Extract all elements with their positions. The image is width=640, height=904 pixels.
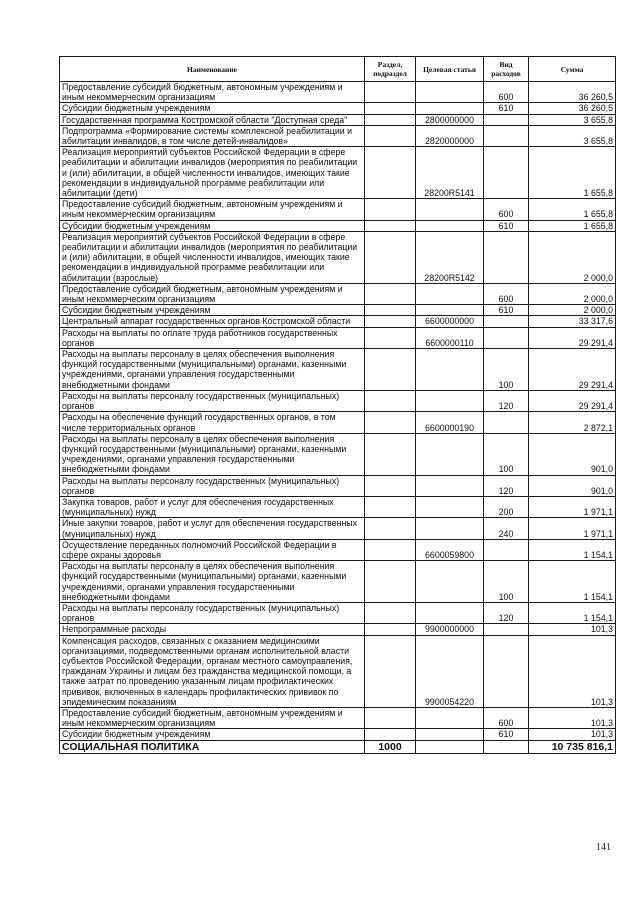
type-cell: 600 xyxy=(484,707,529,728)
table-body xyxy=(60,82,616,754)
budget-table xyxy=(59,56,616,754)
table-header-row xyxy=(60,57,616,82)
name-cell: Расходы на выплаты персоналу государственных (муниципальных) органов xyxy=(60,390,365,411)
target-cell: 28200R5142 xyxy=(416,231,484,283)
name-cell: Непрограммные расходы xyxy=(60,624,365,635)
header-section: Раздел, подраздел xyxy=(365,57,416,82)
sum-cell: 10 735 816,1 xyxy=(529,740,616,753)
sum-cell: 1 154,1 xyxy=(529,602,616,623)
sum-cell: 2 872,1 xyxy=(529,412,616,433)
section-cell xyxy=(365,496,416,517)
section-cell xyxy=(365,729,416,740)
target-cell xyxy=(416,729,484,740)
target-cell: 9900000000 xyxy=(416,624,484,635)
table-row xyxy=(60,624,616,635)
sum-cell: 1 971,1 xyxy=(529,496,616,517)
target-cell: 9900054220 xyxy=(416,635,484,707)
name-cell: Центральный аппарат государственных органов Костромской области xyxy=(60,316,365,327)
type-cell: 120 xyxy=(484,475,529,496)
section-cell xyxy=(365,635,416,707)
section-cell xyxy=(365,114,416,125)
type-cell xyxy=(484,125,529,146)
name-cell: Субсидии бюджетным учреждениям xyxy=(60,729,365,740)
name-cell: Расходы на выплаты персоналу в целях обеспечения выполнения функций государственными (муниципальными) органами, казенными учреждениями, органами управления государственными внебюджетными фондами xyxy=(60,561,365,603)
sum-cell: 101,3 xyxy=(529,729,616,740)
table-row xyxy=(60,412,616,433)
type-cell: 240 xyxy=(484,518,529,539)
target-cell xyxy=(416,433,484,475)
type-cell: 100 xyxy=(484,433,529,475)
sum-cell: 29 291,4 xyxy=(529,390,616,411)
sum-cell: 3 655,8 xyxy=(529,114,616,125)
sum-cell: 2 000,0 xyxy=(529,283,616,304)
type-cell xyxy=(484,231,529,283)
name-cell: Реализация мероприятий субъектов Российской Федерации в сфере реабилитации и абилитации инвалидов (мероприятия по реабилитации и (или) абилитации, в общей численности инвалидов, имеющих такие рекомендации в индивидуальной программе реабилитации или абилитации (дети) xyxy=(60,147,365,199)
type-cell: 610 xyxy=(484,220,529,231)
section-cell xyxy=(365,316,416,327)
table-row xyxy=(60,561,616,603)
target-cell xyxy=(416,199,484,220)
target-cell xyxy=(416,602,484,623)
sum-cell: 36 260,5 xyxy=(529,82,616,103)
table-row xyxy=(60,125,616,146)
type-cell: 120 xyxy=(484,390,529,411)
table-row xyxy=(60,231,616,283)
table-row xyxy=(60,316,616,327)
section-cell xyxy=(365,220,416,231)
target-cell xyxy=(416,82,484,103)
table-row xyxy=(60,729,616,740)
table-row xyxy=(60,518,616,539)
section-cell xyxy=(365,412,416,433)
sum-cell: 3 655,8 xyxy=(529,125,616,146)
sum-cell: 901,0 xyxy=(529,433,616,475)
target-cell xyxy=(416,220,484,231)
name-cell: Расходы на выплаты по оплате труда работников государственных органов xyxy=(60,327,365,348)
section-cell xyxy=(365,561,416,603)
target-cell xyxy=(416,390,484,411)
section-cell xyxy=(365,539,416,560)
name-cell: Предоставление субсидий бюджетным, автономным учреждениям и иным некоммерческим организациям xyxy=(60,199,365,220)
table-row xyxy=(60,220,616,231)
target-cell: 6600000190 xyxy=(416,412,484,433)
sum-cell: 29 291,4 xyxy=(529,327,616,348)
type-cell: 100 xyxy=(484,561,529,603)
header-target: Целевая статья xyxy=(416,57,484,82)
sum-cell: 101,3 xyxy=(529,707,616,728)
table-row xyxy=(60,349,616,391)
name-cell: Осуществление переданных полномочий Российской Федерации в сфере охраны здоровья xyxy=(60,539,365,560)
target-cell xyxy=(416,305,484,316)
section-cell xyxy=(365,518,416,539)
table-row xyxy=(60,390,616,411)
page-number: 141 xyxy=(596,842,611,853)
name-cell: Расходы на выплаты персоналу в целях обеспечения выполнения функций государственными (муниципальными) органами, казенными учреждениями, органами управления государственными внебюджетными фондами xyxy=(60,433,365,475)
table-row xyxy=(60,199,616,220)
type-cell: 100 xyxy=(484,349,529,391)
table-row xyxy=(60,82,616,103)
type-cell: 600 xyxy=(484,283,529,304)
type-cell: 600 xyxy=(484,199,529,220)
name-cell: Расходы на обеспечение функций государственных органов, в том числе территориальных органов xyxy=(60,412,365,433)
sum-cell: 2 000,0 xyxy=(529,231,616,283)
name-cell: Расходы на выплаты персоналу государственных (муниципальных) органов xyxy=(60,475,365,496)
type-cell: 200 xyxy=(484,496,529,517)
target-cell xyxy=(416,349,484,391)
section-cell xyxy=(365,283,416,304)
section-cell xyxy=(365,82,416,103)
section-cell xyxy=(365,231,416,283)
sum-cell: 33 317,6 xyxy=(529,316,616,327)
sum-cell: 1 655,8 xyxy=(529,199,616,220)
name-cell: Расходы на выплаты персоналу в целях обеспечения выполнения функций государственными (муниципальными) органами, казенными учреждениями, органами управления государственными внебюджетными фондами xyxy=(60,349,365,391)
type-cell xyxy=(484,412,529,433)
type-cell: 610 xyxy=(484,305,529,316)
section-cell xyxy=(365,103,416,114)
name-cell: Государственная программа Костромской области "Доступная среда" xyxy=(60,114,365,125)
sum-cell: 36 260,5 xyxy=(529,103,616,114)
table-row xyxy=(60,496,616,517)
header-name: Наименование xyxy=(60,57,365,82)
target-cell xyxy=(416,283,484,304)
target-cell xyxy=(416,475,484,496)
sum-cell: 1 971,1 xyxy=(529,518,616,539)
type-cell xyxy=(484,316,529,327)
section-cell: 1000 xyxy=(365,740,416,753)
sum-cell: 101,3 xyxy=(529,635,616,707)
target-cell: 2820000000 xyxy=(416,125,484,146)
name-cell: Иные закупки товаров, работ и услуг для обеспечения государственных (муниципальных) нужд xyxy=(60,518,365,539)
sum-cell: 1 655,8 xyxy=(529,147,616,199)
section-cell xyxy=(365,349,416,391)
type-cell: 600 xyxy=(484,82,529,103)
sum-cell: 29 291,4 xyxy=(529,349,616,391)
type-cell: 610 xyxy=(484,729,529,740)
type-cell xyxy=(484,624,529,635)
section-cell xyxy=(365,125,416,146)
section-cell xyxy=(365,624,416,635)
table-row xyxy=(60,283,616,304)
section-cell xyxy=(365,602,416,623)
sum-cell: 1 655,8 xyxy=(529,220,616,231)
table-row xyxy=(60,539,616,560)
name-cell: Компенсация расходов, связанных с оказанием медицинскими организациями, подведомственными органам исполнительной власти субъектов Российской Федерации, органам местного самоуправления, гражданам Украины и лицам без гражданства медицинской помощи, а также затрат по проведению указанным лицам профилактических прививок, включенных в календарь профилактических прививок по эпидемическим показаниям xyxy=(60,635,365,707)
name-cell: Предоставление субсидий бюджетным, автономным учреждениям и иным некоммерческим организациям xyxy=(60,82,365,103)
section-cell xyxy=(365,390,416,411)
header-type: Вид расходов xyxy=(484,57,529,82)
budget-document xyxy=(59,56,615,754)
section-cell xyxy=(365,707,416,728)
name-cell: Субсидии бюджетным учреждениям xyxy=(60,220,365,231)
table-row xyxy=(60,327,616,348)
name-cell: Субсидии бюджетным учреждениям xyxy=(60,305,365,316)
type-cell xyxy=(484,327,529,348)
type-cell xyxy=(484,147,529,199)
target-cell: 6600000110 xyxy=(416,327,484,348)
target-cell: 6600059800 xyxy=(416,539,484,560)
type-cell: 120 xyxy=(484,602,529,623)
table-row xyxy=(60,147,616,199)
target-cell xyxy=(416,103,484,114)
sum-cell: 901,0 xyxy=(529,475,616,496)
section-cell xyxy=(365,433,416,475)
name-cell: Предоставление субсидий бюджетным, автономным учреждениям и иным некоммерческим организациям xyxy=(60,707,365,728)
table-row xyxy=(60,602,616,623)
type-cell xyxy=(484,539,529,560)
section-cell xyxy=(365,475,416,496)
name-cell: Субсидии бюджетным учреждениям xyxy=(60,103,365,114)
sum-cell: 1 154,1 xyxy=(529,561,616,603)
section-cell xyxy=(365,147,416,199)
target-cell xyxy=(416,496,484,517)
name-cell: Расходы на выплаты персоналу государственных (муниципальных) органов xyxy=(60,602,365,623)
section-cell xyxy=(365,327,416,348)
target-cell xyxy=(416,707,484,728)
type-cell xyxy=(484,635,529,707)
table-row xyxy=(60,305,616,316)
target-cell xyxy=(416,518,484,539)
name-cell: СОЦИАЛЬНАЯ ПОЛИТИКА xyxy=(60,740,365,753)
table-row xyxy=(60,103,616,114)
table-row xyxy=(60,433,616,475)
table-row xyxy=(60,635,616,707)
sum-cell: 101,3 xyxy=(529,624,616,635)
section-cell xyxy=(365,305,416,316)
target-cell: 6600000000 xyxy=(416,316,484,327)
sum-cell: 1 154,1 xyxy=(529,539,616,560)
target-cell: 28200R5141 xyxy=(416,147,484,199)
target-cell xyxy=(416,561,484,603)
type-cell xyxy=(484,114,529,125)
name-cell: Реализация мероприятий субъектов Российской Федерации в сфере реабилитации и абилитации инвалидов (мероприятия по реабилитации и (или) абилитации, в общей численности инвалидов, имеющих такие рекомендации в индивидуальной программе реабилитации или абилитации (взрослые) xyxy=(60,231,365,283)
type-cell: 610 xyxy=(484,103,529,114)
name-cell: Предоставление субсидий бюджетным, автономным учреждениям и иным некоммерческим организациям xyxy=(60,283,365,304)
type-cell xyxy=(484,740,529,753)
name-cell: Закупка товаров, работ и услуг для обеспечения государственных (муниципальных) нужд xyxy=(60,496,365,517)
sum-cell: 2 000,0 xyxy=(529,305,616,316)
target-cell xyxy=(416,740,484,753)
name-cell: Подпрограмма «Формирование системы комплексной реабилитации и абилитации инвалидов, в том числе детей-инвалидов» xyxy=(60,125,365,146)
total-row xyxy=(60,740,616,753)
section-cell xyxy=(365,199,416,220)
header-sum: Сумма xyxy=(529,57,616,82)
target-cell: 2800000000 xyxy=(416,114,484,125)
table-row xyxy=(60,114,616,125)
table-row xyxy=(60,475,616,496)
table-row xyxy=(60,707,616,728)
